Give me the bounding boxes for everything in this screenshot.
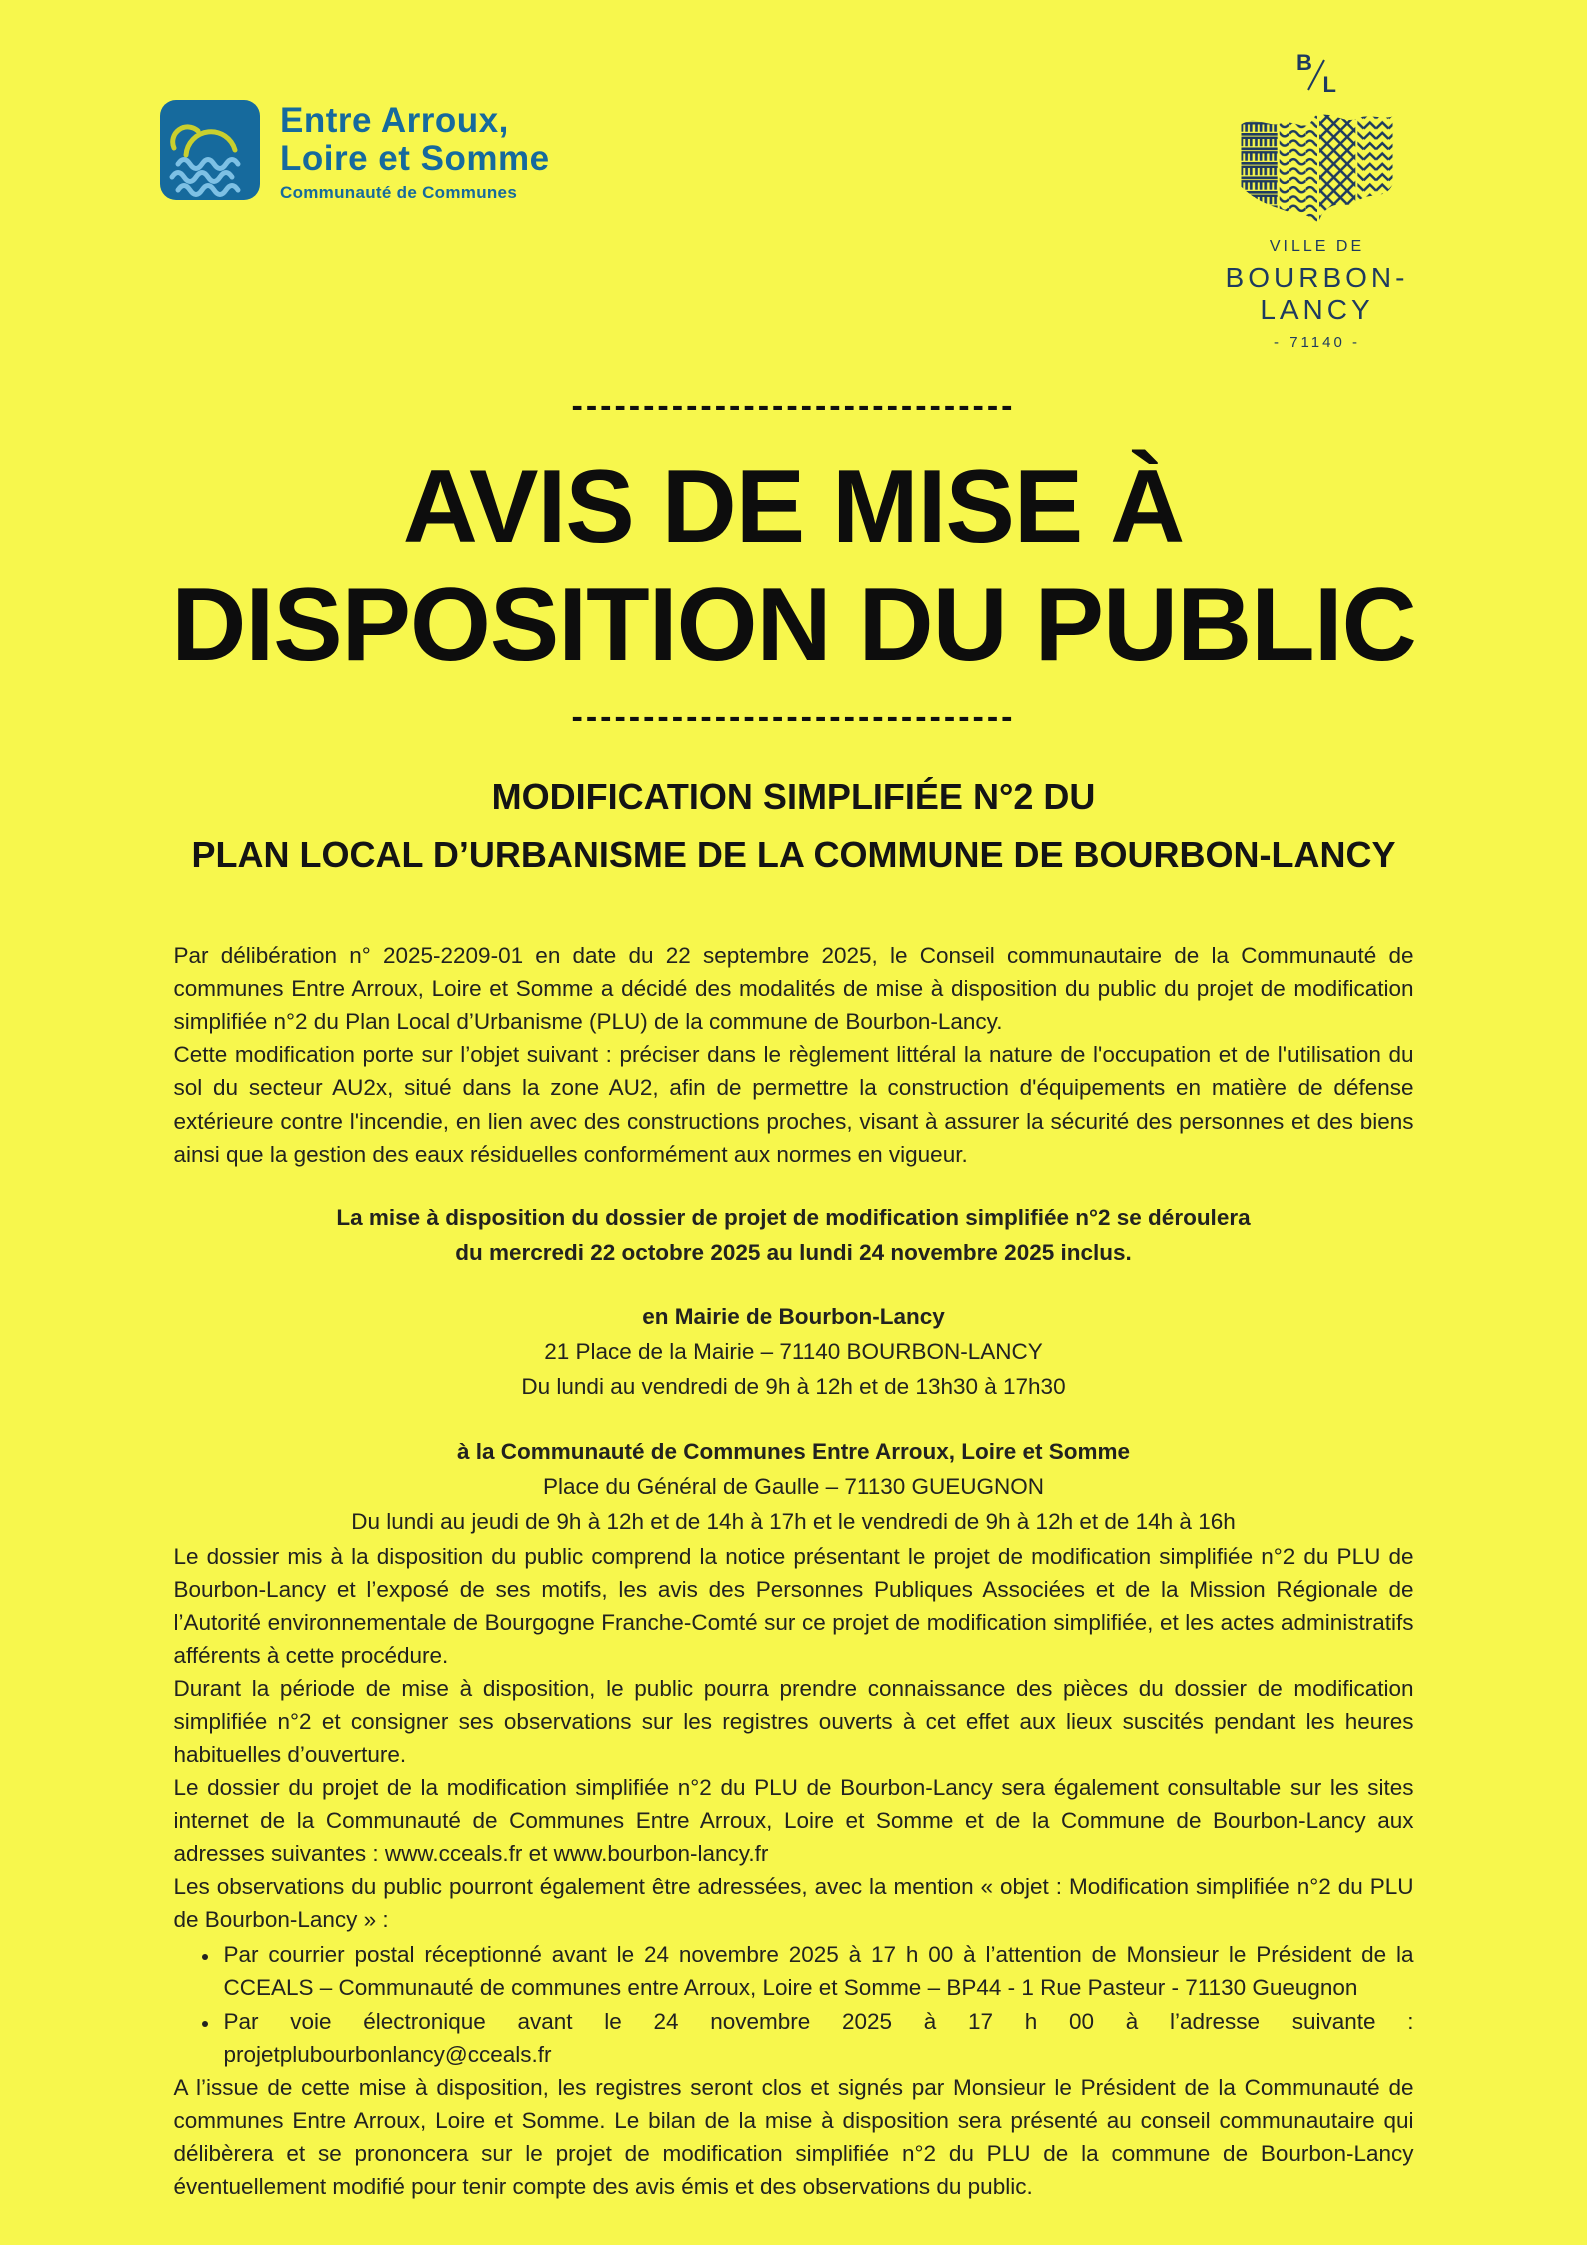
venue-communaute [174,1435,1414,1540]
venue-mairie-name: en Mairie de Bourbon-Lancy [642,1304,945,1330]
paragraph-observations: Les observations du public pourront également être adressées, avec la mention « objet : Modification simplifiée n°2 du PLU de Bourbon-Lancy » : [173,1874,1414,1933]
cceals-name-line2: Loire et Somme [280,138,550,178]
paragraph-sites-internet: Le dossier du projet de la modification simplifiée n°2 du PLU de Bourbon-Lancy sera également consultable sur les sites internet de la Communauté de Communes Entre Arroux, Loire et Somme et de la Commune de Bourbon-Lancy aux adresses suivantes : www.cceals.fr et www.bourbon-lancy.fr [173,1775,1414,1867]
venue-communaute-address: Place du Général de Gaulle – 71130 GUEUGNON [542,1473,1045,1499]
bullet-list [174,1938,1414,2070]
paragraph-objet: Cette modification porte sur l’objet suivant : préciser dans le règlement littéral la nature de l'occupation et de l'utilisation du sol du secteur AU2x, situé dans la zone AU2, afin de permettre la construction d'équipements en matière de défense extérieure contre l'incendie, en lien avec des constructions proches, visant à assurer la sécurité des personnes et des biens ainsi que la gestion des eaux résiduelles conformément aux normes en vigueur. [173,1042,1414,1167]
bl-postcode: - 71140 - [1274,334,1360,351]
cceals-logo [160,100,550,203]
subtitle [0,768,1587,883]
paragraph-consultation: Durant la période de mise à disposition, le public pourra prendre connaissance des pièces du dossier de modification simplifiée n°2 et consigner ses observations sur les registres ouverts à cet effet aux lieux suscités pendant les heures habituelles d’ouverture. [173,1675,1414,1768]
bullet-electronique-text: • Par voie électronique avant le 24 novembre 2025 à 17 h 00 à l’adresse suivante : [223,2008,1414,2034]
venue-communaute-name: à la Communauté de Communes Entre Arroux, Loire et Somme [456,1439,1131,1465]
dashed-separator-bottom: ------------------------------- [571,698,1016,737]
bourbon-lancy-logo [1197,50,1437,351]
header [0,0,1587,351]
cceals-name-line1: Entre Arroux, [280,101,509,140]
subtitle-line2: PLAN LOCAL D’URBANISME DE LA COMMUNE DE BOURBON-LANCY [191,833,1396,875]
page-title-line2: DISPOSITION DU PUBLIC [171,566,1416,683]
bullet-courrier-text: Par courrier postal réceptionné avant le 24 novembre 2025 à 17 h 00 à l’attention de Monsieur le Président de la CCEALS – Communauté de communes entre Arroux, Loire et Somme – BP44 - 1 Rue Pasteur - 71130 Gueugnon [223,1942,1414,2001]
paragraph-dossier: Le dossier mis à la disposition du public comprend la notice présentant le projet de modification simplifiée n°2 du PLU de Bourbon-Lancy et l’exposé de ses motifs, les avis des Personnes Publiques Associées et de la Mission Régionale de l’Autorité environnementale de Bourgogne Franche-Comté sur ce projet de modification simplifiée, et les actes administratifs afférents à cette procédure. [173,1543,1414,1668]
paragraph-deliberation: Par délibération n° 2025-2209-01 en date du 22 septembre 2025, le Conseil communautaire de la Communauté de communes Entre Arroux, Loire et Somme a décidé des modalités de mise à disposition du public du projet de modification simplifiée n°2 du Plan Local d’Urbanisme (PLU) de la commune de Bourbon-Lancy. [173,943,1414,1035]
paragraph-cloture: A l’issue de cette mise à disposition, les registres seront clos et signés par Monsieur le Président de la Communauté de communes Entre Arroux, Loire et Somme. Le bilan de la mise à disposition sera présenté au conseil communautaire qui délibèrera et se prononcera sur le projet de modification simplifiée n°2 du PLU de la commune de Bourbon-Lancy éventuellement modifié pour tenir compte des avis émis et des observations du public. [173,2074,1414,2199]
dashed-separator-top: ------------------------------- [571,387,1016,425]
bl-city-label: VILLE DE [1269,238,1365,255]
cceals-logo-icon [160,100,260,200]
venue-mairie-hours: Du lundi au vendredi de 9h à 12h et de 13h30 à 17h30 [521,1374,1066,1400]
venue-mairie [174,1300,1414,1405]
bl-monogram-b: B [1296,50,1312,75]
highlight-dates [174,1201,1414,1271]
page-title-line1: AVIS DE MISE À [402,449,1185,565]
highlight-line2: du mercredi 22 octobre 2025 au lundi 24 novembre 2025 inclus. [455,1239,1132,1265]
bourbon-lancy-flag-icon [1238,110,1396,228]
bl-city-name: BOURBON-LANCY [1225,262,1409,325]
cceals-tagline: Communauté de Communes [280,182,518,202]
venue-mairie-address: 21 Place de la Mairie – 71140 BOURBON-LANCY [544,1339,1043,1365]
page-title [0,449,1587,684]
cceals-logo-text [280,100,550,203]
notice-body [174,939,1414,2203]
bl-monogram [1294,50,1340,102]
bl-monogram-l: L [1322,72,1336,97]
subtitle-line1: MODIFICATION SIMPLIFIÉE N°2 DU [491,776,1096,818]
highlight-line1: La mise à disposition du dossier de projet de modification simplifiée n°2 se déroulera [336,1204,1251,1230]
bullet-courrier-postal [220,1938,1414,2004]
bullet-voie-electronique [220,2005,1414,2071]
email-address: projetplubourbonlancy@cceals.fr [223,2041,552,2067]
venue-communaute-hours: Du lundi au jeudi de 9h à 12h et de 14h à 17h et le vendredi de 9h à 12h et de 14h à 16h [351,1508,1236,1534]
